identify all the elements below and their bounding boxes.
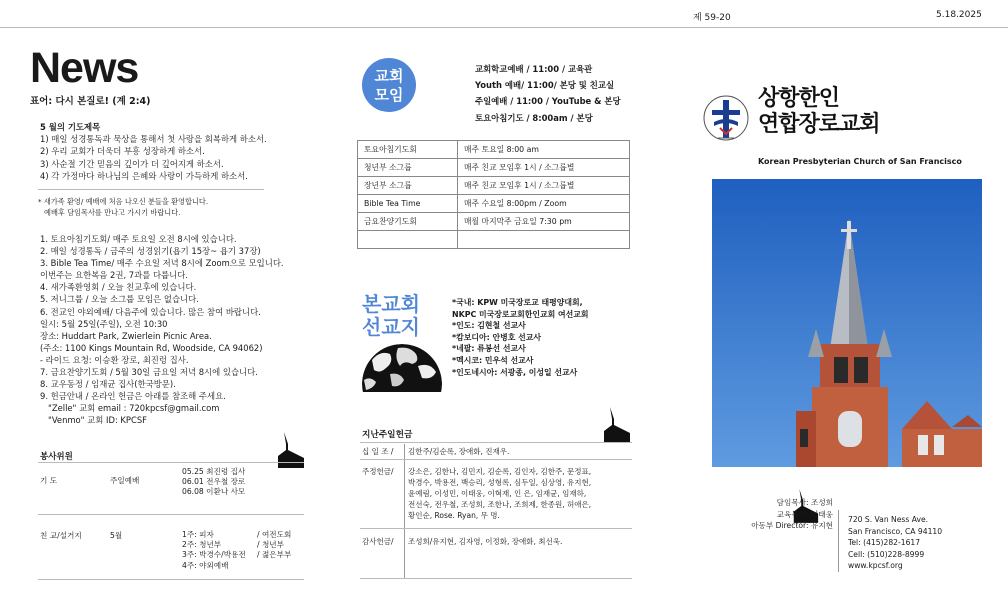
news-item: 7. 금요찬양기도회 / 5월 30일 금요일 저녁 8시에 있습니다.	[40, 367, 258, 378]
meeting-name: 장년부 소그룹	[358, 177, 458, 195]
church-name-line: 상항한인	[758, 86, 840, 111]
service-line: / 청년부	[257, 540, 284, 550]
address-line: San Francisco, CA 94110	[848, 526, 943, 536]
missions-title-line: 선교지	[362, 315, 420, 339]
staff-line: 아동부 Director: 유지현	[751, 521, 833, 530]
mission-item: *인도: 김현철 선교사	[452, 321, 526, 331]
welcome-note	[38, 196, 288, 218]
service-lines	[182, 530, 332, 571]
offering-title: 지난주일헌금	[362, 430, 413, 440]
service-line: / 여전도회	[257, 530, 292, 539]
news-title: News	[30, 44, 139, 92]
news-item: "Zelle" 교회 email : 720kpcsf@gmail.com	[48, 403, 220, 414]
meeting-time	[458, 231, 630, 249]
news-item: 6. 전교인 야외예배/ 다음주에 있습니다. 많은 참여 바랍니다.	[40, 306, 261, 317]
divider	[38, 579, 304, 580]
missions-title	[362, 293, 420, 339]
meeting-name: 토요아침기도회	[358, 141, 458, 159]
news-item: 일시: 5월 25일(주일), 오전 10:30	[40, 318, 168, 329]
mission-item: *네팔: 류봉선 선교사	[452, 344, 526, 354]
offering-names	[408, 466, 623, 521]
table-row	[358, 213, 630, 231]
news-item: (주소: 1100 Kings Mountain Rd, Woodside, CA 94062)	[40, 342, 263, 353]
gatherings-badge	[362, 58, 416, 112]
divider	[404, 444, 405, 578]
worship-time: 교회학교예배 / 11:00 / 교육관	[475, 64, 593, 74]
offering-line: 박경수, 박용전, 백승리, 성형록, 심두일, 심상영, 유지현,	[408, 478, 592, 487]
divider	[360, 442, 632, 443]
address-line: Cell: (510)228-8999	[848, 549, 925, 559]
service-line: / 젊은부부	[257, 550, 292, 560]
mission-item: *캄보디아: 안병호 선교사	[452, 332, 542, 342]
staff-line: 교육목사: 이태웅	[776, 509, 833, 519]
service-title: 봉사위원	[40, 452, 73, 462]
church-staff	[720, 497, 833, 532]
badge-line: 교회	[374, 67, 404, 85]
church-address	[848, 514, 942, 572]
mission-item: *국내: KPW 미국장로교 태평양대회,	[452, 298, 583, 307]
offering-label: 감사헌금/	[362, 537, 394, 546]
service-line: 3주: 박경수/박용전	[182, 550, 246, 560]
service-line: 05.25 최진렁 집사	[182, 467, 246, 476]
motto: 표어: 다시 본질로! (계 2:4)	[30, 96, 151, 107]
issue-date: 5.18.2025	[936, 10, 982, 20]
service-fellowship-row	[40, 530, 310, 574]
service-role: 기 도	[40, 476, 58, 485]
church-name-english: Korean Presbyterian Church of San Francisco	[758, 157, 962, 166]
prayer-item: 1) 매일 성경통독과 묵상을 통해서 첫 사랑을 회복하게 하소서.	[40, 134, 267, 145]
mission-item: NKPC 미국장로교회한인교회 여선교회	[452, 309, 589, 319]
divider	[360, 578, 632, 579]
offering-names: 조성희/유지현, 김자영, 이정화, 장애화, 최선욱.	[408, 537, 563, 546]
church-name	[758, 86, 880, 138]
service-line: 06.01 전우철 장로	[182, 477, 246, 487]
divider	[38, 189, 264, 190]
worship-time: 주일예배 / 11:00 / YouTube & 본당	[475, 96, 621, 107]
prayer-topics	[40, 121, 280, 182]
church-steeple-icon	[600, 405, 632, 443]
service-line: 2주: 청년부	[182, 540, 222, 550]
service-line: 1주: 피자	[182, 530, 214, 539]
divider	[360, 528, 632, 529]
meeting-name: 금요찬양기도회	[358, 213, 458, 231]
news-item: 2. 매일 성경통독 / 금주의 성경읽기(욥기 15장~ 욥기 37장)	[40, 246, 261, 257]
issue-number: 제 59-20	[693, 13, 731, 23]
mission-item: *인도네시아: 서광종, 이성일 선교사	[452, 367, 578, 377]
address-line: Tel: (415)282-1617	[848, 538, 921, 547]
news-item: 장소: Huddart Park, Zwierlein Picnic Area.	[40, 330, 212, 341]
mission-item: *멕시코: 민우석 선교사	[452, 355, 534, 365]
badge-line: 모임	[374, 86, 404, 104]
service-kind: 5월	[110, 531, 123, 540]
globe-icon	[360, 340, 444, 392]
table-row	[358, 231, 630, 249]
service-line: 06.08 이환나 사모	[182, 487, 246, 497]
website-link[interactable]: www.kpcsf.org	[848, 561, 903, 570]
welcome-line: * 새가족 환영/ 예배에 처음 나오신 분들을 환영합니다.	[38, 197, 209, 206]
prayer-item: 3) 사순절 기간 믿음의 깊이가 더 깊어지게 하소서.	[40, 158, 224, 169]
service-role: 친 교/설거지	[40, 531, 82, 540]
offering-line: 윤예림, 이성민, 이태웅, 이혁재, 인 은, 임재균, 임재하,	[408, 489, 587, 498]
offering-line: 황인순, Rose. Ryan, 무 명.	[408, 511, 500, 520]
missions-title-line: 본교회	[362, 292, 420, 316]
address-line: 720 S. Van Ness Ave.	[848, 515, 929, 524]
prayer-title: 5 월의 기도제목	[40, 122, 101, 132]
news-item: 3. Bible Tea Time/ 매주 수요일 저녁 8시에 Zoom으로 모입니다.	[40, 258, 284, 269]
prayer-item: 4) 각 가정마다 하나님의 은혜와 사랑이 가득하게 하소서.	[40, 170, 248, 181]
meeting-time: 매주 수요일 8:00pm / Zoom	[458, 195, 630, 213]
worship-time: Youth 예배/ 11:00/ 본당 및 친교실	[475, 80, 615, 91]
meeting-name: Bible Tea Time	[358, 195, 458, 213]
service-line: 4주: 야외예배	[182, 560, 229, 570]
meeting-name	[358, 231, 458, 249]
news-item: 9. 헌금안내 / 온라인 헌금은 아래를 참조해 주세요.	[40, 391, 226, 402]
divider	[38, 462, 304, 463]
offering-label: 주정헌금/	[362, 467, 394, 476]
news-item: 이번주는 요한복음 2권, 7과를 다룹니다.	[40, 270, 188, 281]
meeting-time: 매월 마지막주 금요일 7:30 pm	[458, 213, 630, 231]
offering-line: 강소은, 김한나, 김민지, 김순록, 김인자, 김한주, 문정표,	[408, 467, 592, 476]
divider	[38, 514, 304, 515]
offering-line: 전선숙, 전우철, 조성희, 조한나, 조희제, 한종원, 허애은,	[408, 500, 592, 509]
church-photo	[712, 179, 982, 467]
table-row	[358, 159, 630, 177]
service-prayer-row	[40, 467, 300, 499]
missions-list	[452, 297, 632, 378]
page-header	[0, 0, 1008, 28]
news-item: 4. 새가족환영회 / 오늘 친교후에 있습니다.	[40, 282, 197, 293]
divider	[360, 459, 632, 460]
meeting-name: 청년부 소그룹	[358, 159, 458, 177]
staff-line: 담임목사: 조성희	[776, 498, 833, 507]
meeting-time: 매주 토요일 8:00 am	[458, 141, 630, 159]
prayer-item: 2) 우리 교회가 더욱더 부흥 성장하게 하소서.	[40, 146, 205, 157]
offering-names: 김한주/김순록, 장애화, 진재우.	[408, 447, 510, 456]
worship-time: 토요아침기도 / 8:00am / 본당	[475, 112, 593, 123]
news-item: 1. 토요아침기도회/ 매주 토요일 오전 8시에 있습니다.	[40, 234, 237, 244]
table-row	[358, 141, 630, 159]
church-name-line: 연합장로교회	[758, 112, 880, 137]
worship-times	[475, 61, 621, 126]
presbyterian-logo-icon	[700, 92, 752, 150]
welcome-line: 예배후 담임목사를 만나고 가시기 바랍니다.	[44, 208, 181, 217]
news-list	[40, 233, 300, 427]
news-item: 8. 교우동정 / 임재균 집사(한국방문).	[40, 379, 176, 390]
service-lines	[182, 467, 245, 498]
news-item: "Venmo" 교회 ID: KPCSF	[48, 415, 147, 426]
offering-label: 십 일 조 /	[362, 447, 394, 456]
divider	[838, 510, 839, 572]
meeting-time: 매주 친교 모임후 1시 / 소그룹별	[458, 159, 630, 177]
meeting-time: 매주 친교 모임후 1시 / 소그룹별	[458, 177, 630, 195]
table-row	[358, 177, 630, 195]
meeting-schedule-table	[357, 140, 630, 249]
news-item: 5. 저니그룹 / 오늘 소그룹 모임은 없습니다.	[40, 294, 199, 305]
table-row	[358, 195, 630, 213]
service-kind: 주일예배	[110, 476, 140, 485]
news-item: - 라이드 요청: 이승환 장로, 최진렁 집사.	[40, 354, 189, 365]
